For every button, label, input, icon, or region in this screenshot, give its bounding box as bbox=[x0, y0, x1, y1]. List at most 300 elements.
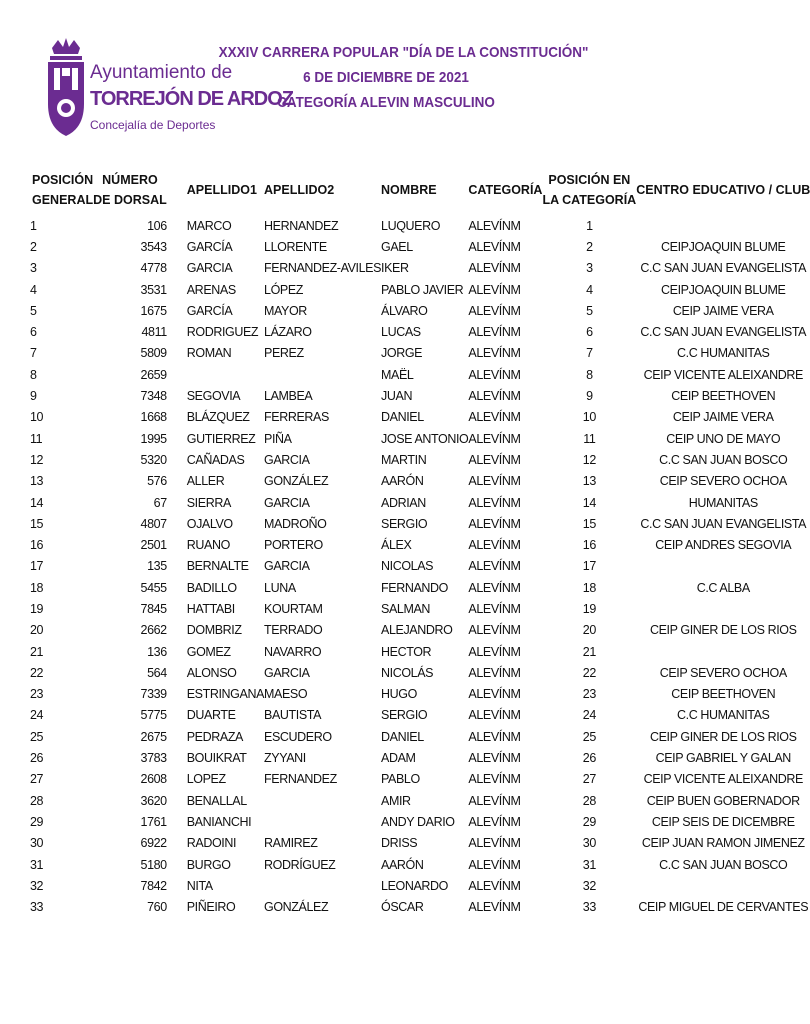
cell-apellido1: BANIANCHI bbox=[186, 814, 252, 829]
cell-centro bbox=[636, 556, 810, 577]
cell-nombre: ÓSCAR bbox=[381, 900, 424, 915]
cell-dorsal: 5809 bbox=[140, 346, 167, 361]
cell-nombre: IKER bbox=[381, 261, 409, 276]
cell-apellido2: GARCIA bbox=[264, 495, 310, 510]
cell-apellido2: PIÑA bbox=[264, 431, 292, 446]
cell-pos-general: 21 bbox=[30, 644, 44, 659]
cell-nombre: LUQUERO bbox=[381, 218, 441, 233]
cell-dorsal: 2608 bbox=[140, 772, 167, 787]
cell-apellido1 bbox=[167, 364, 264, 385]
cell-categoria: ALEVÍNM bbox=[468, 218, 521, 233]
header-pos-categoria-line2: LA CATEGORÍA bbox=[542, 193, 637, 207]
cell-pos-general: 9 bbox=[30, 389, 37, 404]
cell-pos-general: 29 bbox=[30, 814, 44, 829]
cell-centro: C.C SAN JUAN BOSCO bbox=[659, 857, 788, 872]
cell-apellido2: FERRERAS bbox=[264, 410, 329, 425]
cell-centro: C.C SAN JUAN EVANGELISTA bbox=[640, 325, 807, 340]
cell-dorsal: 1668 bbox=[140, 410, 167, 425]
header-pos-categoria bbox=[542, 165, 636, 215]
cell-pos-general: 17 bbox=[30, 559, 44, 574]
cell-nombre: ADRIAN bbox=[381, 495, 426, 510]
cell-categoria: ALEVÍNM bbox=[468, 878, 521, 893]
cell-pos-general: 10 bbox=[30, 410, 44, 425]
cell-pos-categoria: 16 bbox=[582, 538, 596, 553]
cell-apellido2: FERNANDEZ bbox=[264, 772, 337, 787]
table-row bbox=[30, 684, 810, 705]
results-header bbox=[30, 165, 810, 215]
cell-categoria: ALEVÍNM bbox=[468, 580, 521, 595]
header-pos-categoria-line1: POSICIÓN EN bbox=[548, 173, 631, 187]
cell-categoria: ALEVÍNM bbox=[468, 303, 521, 318]
cell-apellido1: CAÑADAS bbox=[186, 452, 245, 467]
cell-centro: CEIP BUEN GOBERNADOR bbox=[646, 793, 800, 808]
cell-apellido1: ROMAN bbox=[186, 346, 232, 361]
cell-categoria: ALEVÍNM bbox=[468, 516, 521, 531]
cell-dorsal: 564 bbox=[147, 665, 167, 680]
cell-dorsal: 7339 bbox=[140, 687, 167, 702]
cell-centro bbox=[636, 215, 810, 236]
torrejon-logo bbox=[44, 38, 294, 142]
cell-nombre: MARTIN bbox=[381, 452, 427, 467]
cell-apellido2: RODRÍGUEZ bbox=[264, 857, 336, 872]
cell-dorsal: 2659 bbox=[140, 367, 167, 382]
cell-pos-general: 6 bbox=[30, 325, 37, 340]
cell-pos-categoria: 22 bbox=[582, 665, 596, 680]
cell-dorsal: 136 bbox=[147, 644, 167, 659]
cell-pos-categoria: 18 bbox=[582, 580, 596, 595]
cell-pos-categoria: 20 bbox=[582, 623, 596, 638]
cell-categoria: ALEVÍNM bbox=[468, 559, 521, 574]
cell-categoria: ALEVÍNM bbox=[468, 814, 521, 829]
cell-apellido2: GONZÁLEZ bbox=[264, 900, 329, 915]
cell-pos-categoria: 27 bbox=[582, 772, 596, 787]
table-row bbox=[30, 662, 810, 683]
table-row bbox=[30, 556, 810, 577]
cell-centro bbox=[636, 598, 810, 619]
cell-nombre: ANDY DARIO bbox=[381, 814, 455, 829]
cell-nombre: NICOLÁS bbox=[381, 665, 434, 680]
cell-centro: CEIP VICENTE ALEIXANDRE bbox=[643, 772, 803, 787]
table-row bbox=[30, 726, 810, 747]
table-row bbox=[30, 385, 810, 406]
cell-pos-categoria: 25 bbox=[582, 729, 596, 744]
cell-apellido1: BLÁZQUEZ bbox=[186, 410, 250, 425]
cell-pos-categoria: 6 bbox=[586, 325, 593, 340]
title-line-date: 6 DE DICIEMBRE DE 2021 bbox=[303, 69, 469, 86]
cell-nombre: DANIEL bbox=[381, 410, 424, 425]
cell-pos-general: 5 bbox=[30, 303, 37, 318]
cell-apellido2 bbox=[264, 811, 381, 832]
cell-apellido2: MADROÑO bbox=[264, 516, 327, 531]
cell-pos-general: 3 bbox=[30, 261, 37, 276]
cell-categoria: ALEVÍNM bbox=[468, 367, 521, 382]
cell-apellido1: ALLER bbox=[186, 474, 225, 489]
table-row bbox=[30, 790, 810, 811]
cell-centro bbox=[636, 875, 810, 896]
cell-pos-general: 14 bbox=[30, 495, 44, 510]
table-row bbox=[30, 875, 810, 896]
cell-pos-general: 16 bbox=[30, 538, 44, 553]
cell-apellido1: HATTABI bbox=[186, 601, 235, 616]
cell-nombre: JUAN bbox=[381, 389, 413, 404]
cell-centro: C.C SAN JUAN BOSCO bbox=[659, 452, 788, 467]
cell-centro: C.C HUMANITAS bbox=[677, 708, 770, 723]
cell-dorsal: 3783 bbox=[140, 751, 167, 766]
cell-pos-categoria: 19 bbox=[582, 601, 596, 616]
cell-apellido1: BURGO bbox=[186, 857, 231, 872]
cell-apellido1: DOMBRIZ bbox=[186, 623, 242, 638]
cell-categoria: ALEVÍNM bbox=[468, 772, 521, 787]
cell-nombre: LEONARDO bbox=[381, 878, 448, 893]
cell-categoria: ALEVÍNM bbox=[468, 665, 521, 680]
cell-pos-categoria: 2 bbox=[586, 239, 593, 254]
cell-apellido1: LOPEZ bbox=[186, 772, 226, 787]
cell-dorsal: 4807 bbox=[140, 516, 167, 531]
cell-dorsal: 576 bbox=[147, 474, 167, 489]
cell-apellido2: LÓPEZ bbox=[264, 282, 304, 297]
cell-centro: CEIP BEETHOVEN bbox=[671, 389, 776, 404]
cell-categoria: ALEVÍNM bbox=[468, 900, 521, 915]
cell-pos-categoria: 5 bbox=[586, 303, 593, 318]
table-row bbox=[30, 513, 810, 534]
header-pos-general-line1: POSICIÓN bbox=[32, 173, 94, 187]
cell-apellido2: LLORENTE bbox=[264, 239, 327, 254]
cell-apellido2: ZYYANI bbox=[264, 751, 306, 766]
cell-apellido2: TERRADO bbox=[264, 623, 323, 638]
cell-centro: CEIP JUAN RAMON JIMENEZ bbox=[641, 836, 805, 851]
cell-apellido2: RAMIREZ bbox=[264, 836, 318, 851]
table-row bbox=[30, 321, 810, 342]
cell-categoria: ALEVÍNM bbox=[468, 389, 521, 404]
cell-apellido2: LUNA bbox=[264, 580, 296, 595]
table-row bbox=[30, 897, 810, 918]
cell-apellido1: GARCÍA bbox=[186, 239, 233, 254]
results-body bbox=[30, 215, 810, 918]
cell-apellido2: HERNANDEZ bbox=[264, 218, 339, 233]
cell-dorsal: 7348 bbox=[140, 389, 167, 404]
cell-apellido1: RUANO bbox=[186, 538, 230, 553]
cell-dorsal: 135 bbox=[147, 559, 167, 574]
cell-pos-categoria: 7 bbox=[586, 346, 593, 361]
header-dorsal bbox=[93, 165, 167, 215]
cell-pos-categoria: 8 bbox=[586, 367, 593, 382]
header-nombre: NOMBRE bbox=[381, 183, 437, 197]
cell-pos-categoria: 17 bbox=[582, 559, 596, 574]
cell-categoria: ALEVÍNM bbox=[468, 325, 521, 340]
cell-nombre: ÁLVARO bbox=[381, 303, 428, 318]
table-row bbox=[30, 705, 810, 726]
table-row bbox=[30, 534, 810, 555]
cell-dorsal: 4811 bbox=[141, 325, 167, 340]
cell-centro: CEIP SEVERO OCHOA bbox=[659, 665, 787, 680]
cell-pos-categoria: 15 bbox=[582, 516, 596, 531]
cell-apellido1: GUTIERREZ bbox=[186, 431, 256, 446]
table-row bbox=[30, 343, 810, 364]
table-row bbox=[30, 747, 810, 768]
cell-pos-categoria: 24 bbox=[582, 708, 596, 723]
cell-nombre: SERGIO bbox=[381, 708, 428, 723]
cell-pos-general: 1 bbox=[30, 218, 37, 233]
cell-pos-categoria: 3 bbox=[586, 261, 593, 276]
cell-apellido1: GARCIA bbox=[186, 261, 233, 276]
table-row bbox=[30, 364, 810, 385]
cell-nombre: ÁLEX bbox=[381, 538, 412, 553]
cell-pos-categoria: 30 bbox=[582, 836, 596, 851]
cell-centro: CEIP GABRIEL Y GALAN bbox=[655, 751, 791, 766]
table-row bbox=[30, 620, 810, 641]
cell-centro: CEIP GINER DE LOS RIOS bbox=[649, 729, 797, 744]
cell-dorsal: 7842 bbox=[140, 878, 167, 893]
cell-apellido2: MAESO bbox=[264, 687, 308, 702]
cell-apellido2: GONZÁLEZ bbox=[264, 474, 329, 489]
table-row bbox=[30, 769, 810, 790]
cell-apellido2: MAYOR bbox=[264, 303, 307, 318]
cell-centro: C.C HUMANITAS bbox=[677, 346, 770, 361]
cell-nombre: ALEJANDRO bbox=[381, 623, 453, 638]
cell-dorsal: 1995 bbox=[140, 431, 167, 446]
cell-dorsal: 4778 bbox=[140, 261, 167, 276]
cell-nombre: ADAM bbox=[381, 751, 416, 766]
cell-centro: CEIP VICENTE ALEIXANDRE bbox=[643, 367, 803, 382]
header-categoria: CATEGORÍA bbox=[468, 183, 543, 197]
cell-pos-general: 11 bbox=[30, 431, 43, 446]
cell-nombre: AARÓN bbox=[381, 474, 424, 489]
cell-pos-categoria: 21 bbox=[582, 644, 596, 659]
cell-pos-categoria: 29 bbox=[582, 814, 596, 829]
cell-categoria: ALEVÍNM bbox=[468, 687, 521, 702]
cell-dorsal: 2662 bbox=[140, 623, 167, 638]
cell-pos-general: 32 bbox=[30, 878, 44, 893]
cell-apellido2: BAUTISTA bbox=[264, 708, 322, 723]
cell-dorsal: 5320 bbox=[140, 452, 167, 467]
cell-centro: CEIP SEVERO OCHOA bbox=[659, 474, 787, 489]
header-apellido2: APELLIDO2 bbox=[264, 183, 335, 197]
cell-centro: CEIPJOAQUIN BLUME bbox=[661, 282, 786, 297]
cell-apellido2: ESCUDERO bbox=[264, 729, 332, 744]
cell-nombre: DANIEL bbox=[381, 729, 424, 744]
cell-dorsal: 3531 bbox=[140, 282, 167, 297]
table-row bbox=[30, 300, 810, 321]
cell-pos-general: 27 bbox=[30, 772, 44, 787]
cell-dorsal: 1761 bbox=[140, 814, 167, 829]
cell-apellido1: MARCO bbox=[186, 218, 232, 233]
cell-categoria: ALEVÍNM bbox=[468, 751, 521, 766]
cell-nombre: AARÓN bbox=[381, 857, 424, 872]
cell-pos-general: 18 bbox=[30, 580, 44, 595]
cell-centro: HUMANITAS bbox=[688, 495, 758, 510]
cell-dorsal: 6922 bbox=[140, 836, 167, 851]
cell-apellido1: ARENAS bbox=[186, 282, 236, 297]
header-dorsal-line1: NÚMERO bbox=[102, 173, 158, 187]
cell-pos-categoria: 9 bbox=[586, 389, 593, 404]
cell-categoria: ALEVÍNM bbox=[468, 346, 521, 361]
cell-centro: CEIP JAIME VERA bbox=[672, 410, 774, 425]
cell-dorsal: 3543 bbox=[140, 239, 167, 254]
cell-dorsal: 2501 bbox=[140, 538, 167, 553]
cell-dorsal: 5775 bbox=[140, 708, 167, 723]
cell-pos-general: 23 bbox=[30, 687, 44, 702]
cell-centro: CEIP JAIME VERA bbox=[672, 303, 774, 318]
table-row bbox=[30, 215, 810, 236]
cell-centro: CEIP ANDRES SEGOVIA bbox=[655, 538, 792, 553]
table-row bbox=[30, 471, 810, 492]
header-apellido1: APELLIDO1 bbox=[186, 183, 257, 197]
cell-pos-general: 15 bbox=[30, 516, 44, 531]
cell-apellido1: RADOINI bbox=[186, 836, 237, 851]
cell-pos-general: 8 bbox=[30, 367, 37, 382]
cell-apellido1: ESTRINGANA bbox=[186, 687, 265, 702]
table-row bbox=[30, 833, 810, 854]
cell-categoria: ALEVÍNM bbox=[468, 431, 521, 446]
cell-apellido1: GARCÍA bbox=[186, 303, 233, 318]
title-line-event: XXXIV CARRERA POPULAR "DÍA DE LA CONSTITUCIÓN" bbox=[218, 44, 589, 61]
cell-dorsal: 3620 bbox=[140, 793, 167, 808]
cell-categoria: ALEVÍNM bbox=[468, 474, 521, 489]
logo-line-2: TORREJÓN DE ARDOZ bbox=[90, 88, 294, 110]
cell-nombre: HECTOR bbox=[381, 644, 432, 659]
cell-apellido2: LAMBEA bbox=[264, 389, 313, 404]
cell-dorsal: 5455 bbox=[140, 580, 167, 595]
header-dorsal-line2: DE DORSAL bbox=[93, 193, 167, 207]
cell-categoria: ALEVÍNM bbox=[468, 282, 521, 297]
cell-categoria: ALEVÍNM bbox=[468, 239, 521, 254]
header-row bbox=[30, 165, 810, 215]
header-pos-general bbox=[30, 165, 93, 215]
cell-centro: CEIP MIGUEL DE CERVANTES bbox=[638, 900, 809, 915]
cell-nombre: SALMAN bbox=[381, 601, 431, 616]
cell-dorsal: 7845 bbox=[140, 601, 167, 616]
cell-nombre: PABLO bbox=[381, 772, 420, 787]
cell-apellido1: PEDRAZA bbox=[186, 729, 243, 744]
table-row bbox=[30, 258, 810, 279]
table-row bbox=[30, 279, 810, 300]
logo-line-3: Concejalía de Deportes bbox=[90, 118, 216, 132]
cell-apellido1: NITA bbox=[186, 878, 213, 893]
cell-dorsal: 2675 bbox=[140, 729, 167, 744]
cell-categoria: ALEVÍNM bbox=[468, 410, 521, 425]
cell-pos-categoria: 31 bbox=[582, 857, 596, 872]
table-row bbox=[30, 598, 810, 619]
header-centro: CENTRO EDUCATIVO / CLUB bbox=[636, 183, 810, 197]
cell-pos-categoria: 32 bbox=[582, 878, 596, 893]
cell-apellido2: FERNANDEZ-AVILES bbox=[264, 261, 382, 276]
cell-centro: CEIP BEETHOVEN bbox=[671, 687, 776, 702]
cell-dorsal: 67 bbox=[153, 495, 167, 510]
results-table bbox=[30, 165, 810, 918]
cell-pos-general: 24 bbox=[30, 708, 44, 723]
cell-nombre: JORGE bbox=[381, 346, 423, 361]
cell-pos-categoria: 10 bbox=[582, 410, 596, 425]
cell-centro: CEIP SEIS DE DICEMBRE bbox=[651, 814, 795, 829]
cell-centro: C.C ALBA bbox=[696, 580, 750, 595]
cell-nombre: PABLO JAVIER bbox=[381, 282, 464, 297]
cell-pos-general: 4 bbox=[30, 282, 37, 297]
cell-categoria: ALEVÍNM bbox=[468, 623, 521, 638]
cell-pos-categoria: 23 bbox=[582, 687, 596, 702]
table-row bbox=[30, 492, 810, 513]
table-row bbox=[30, 428, 810, 449]
cell-apellido1: GOMEZ bbox=[186, 644, 231, 659]
cell-dorsal: 1675 bbox=[140, 303, 167, 318]
cell-categoria: ALEVÍNM bbox=[468, 729, 521, 744]
cell-centro: C.C SAN JUAN EVANGELISTA bbox=[640, 261, 807, 276]
cell-centro: CEIPJOAQUIN BLUME bbox=[661, 239, 786, 254]
cell-apellido1: BADILLO bbox=[186, 580, 237, 595]
cell-categoria: ALEVÍNM bbox=[468, 261, 521, 276]
title-line-category: CATEGORÍA ALEVIN MASCULINO bbox=[277, 94, 495, 111]
cell-nombre: AMIR bbox=[381, 793, 411, 808]
cell-categoria: ALEVÍNM bbox=[468, 836, 521, 851]
cell-pos-general: 25 bbox=[30, 729, 44, 744]
cell-nombre: NICOLAS bbox=[381, 559, 434, 574]
cell-pos-general: 31 bbox=[30, 857, 44, 872]
cell-dorsal: 106 bbox=[147, 218, 167, 233]
cell-pos-general: 22 bbox=[30, 665, 44, 680]
cell-apellido1: SIERRA bbox=[186, 495, 231, 510]
cell-apellido1: SEGOVIA bbox=[186, 389, 241, 404]
cell-categoria: ALEVÍNM bbox=[468, 495, 521, 510]
cell-categoria: ALEVÍNM bbox=[468, 452, 521, 467]
cell-pos-general: 33 bbox=[30, 900, 44, 915]
table-row bbox=[30, 811, 810, 832]
cell-apellido1: BERNALTE bbox=[186, 559, 249, 574]
cell-dorsal: 5180 bbox=[140, 857, 167, 872]
table-row bbox=[30, 854, 810, 875]
cell-pos-general: 28 bbox=[30, 793, 44, 808]
cell-apellido2: PEREZ bbox=[264, 346, 304, 361]
table-row bbox=[30, 577, 810, 598]
cell-pos-general: 20 bbox=[30, 623, 44, 638]
cell-categoria: ALEVÍNM bbox=[468, 793, 521, 808]
cell-categoria: ALEVÍNM bbox=[468, 538, 521, 553]
cell-pos-general: 26 bbox=[30, 751, 44, 766]
cell-pos-general: 30 bbox=[30, 836, 44, 851]
cell-pos-general: 2 bbox=[30, 239, 37, 254]
cell-apellido2: PORTERO bbox=[264, 538, 323, 553]
cell-pos-categoria: 1 bbox=[586, 218, 593, 233]
cell-pos-categoria: 13 bbox=[582, 474, 596, 489]
cell-centro: C.C SAN JUAN EVANGELISTA bbox=[640, 516, 807, 531]
cell-pos-categoria: 14 bbox=[582, 495, 596, 510]
cell-nombre: DRISS bbox=[381, 836, 418, 851]
table-row bbox=[30, 236, 810, 257]
cell-apellido1: BOUIKRAT bbox=[186, 751, 247, 766]
cell-apellido2: GARCIA bbox=[264, 452, 310, 467]
cell-categoria: ALEVÍNM bbox=[468, 708, 521, 723]
cell-apellido2: KOURTAM bbox=[264, 601, 323, 616]
table-row bbox=[30, 641, 810, 662]
cell-pos-general: 12 bbox=[30, 452, 44, 467]
cell-categoria: ALEVÍNM bbox=[468, 601, 521, 616]
cell-pos-categoria: 28 bbox=[582, 793, 596, 808]
cell-categoria: ALEVÍNM bbox=[468, 857, 521, 872]
cell-apellido2: LÁZARO bbox=[264, 325, 312, 340]
cell-apellido2 bbox=[264, 364, 381, 385]
cell-nombre: FERNANDO bbox=[381, 580, 448, 595]
cell-pos-categoria: 4 bbox=[586, 282, 593, 297]
cell-pos-categoria: 33 bbox=[582, 900, 596, 915]
cell-apellido2 bbox=[264, 790, 381, 811]
table-row bbox=[30, 407, 810, 428]
cell-apellido1: ALONSO bbox=[186, 665, 237, 680]
cell-apellido1: PIÑEIRO bbox=[186, 900, 236, 915]
cell-apellido2: GARCIA bbox=[264, 665, 310, 680]
cell-apellido1: DUARTE bbox=[186, 708, 236, 723]
cell-centro: CEIP GINER DE LOS RIOS bbox=[649, 623, 797, 638]
cell-centro: CEIP UNO DE MAYO bbox=[666, 431, 781, 446]
cell-pos-categoria: 11 bbox=[583, 431, 596, 446]
cell-nombre: JOSE ANTONIO bbox=[381, 431, 469, 446]
